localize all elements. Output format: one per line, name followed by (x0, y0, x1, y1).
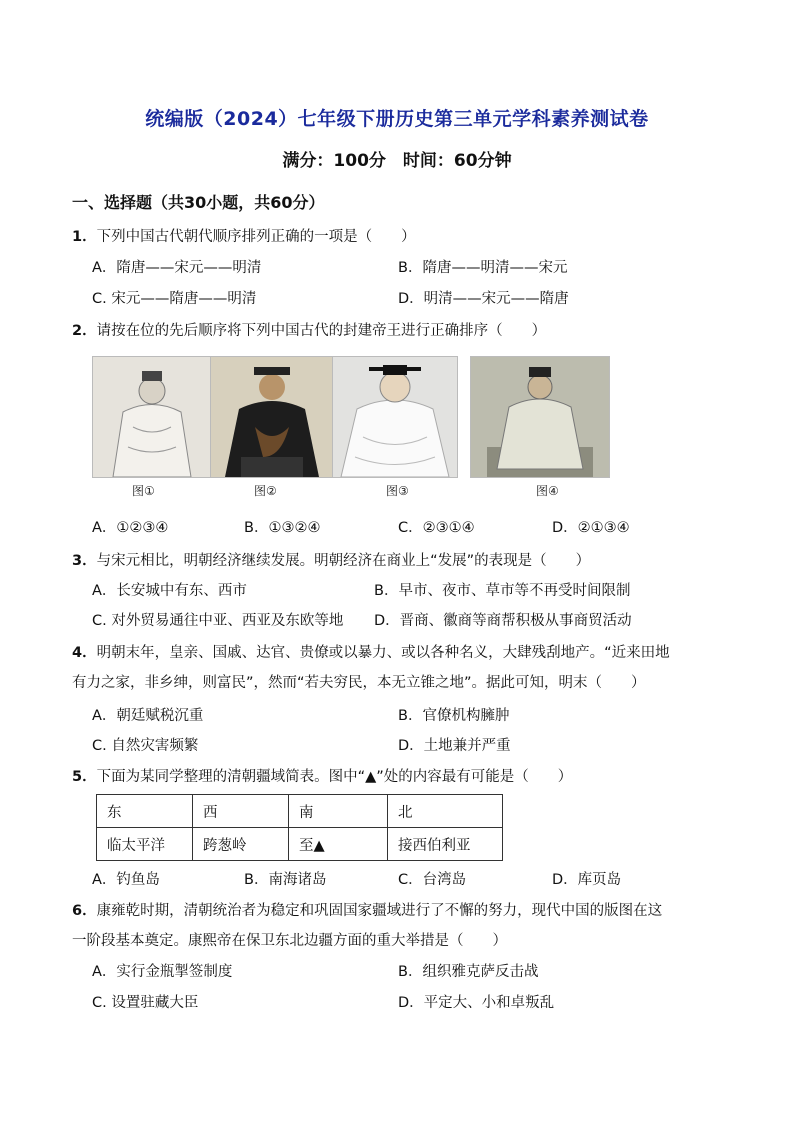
emperor-portrait-4 (470, 356, 610, 478)
q3-option-d: D．晋商、徽商等商帮积极从事商贸活动 (374, 613, 632, 629)
table-cell: 南 (289, 795, 388, 828)
q3-option-b: B．早市、夜市、草市等不再受时间限制 (374, 583, 631, 599)
q6-option-c: C. 设置驻藏大臣 (92, 995, 199, 1011)
q3-option-c: C. 对外贸易通往中亚、西亚及东欧等地 (92, 613, 344, 629)
section-heading: 一、选择题（共30小题，共60分） (72, 193, 325, 212)
emperor-portrait-3 (332, 356, 458, 478)
q4-option-b: B．官僚机构臃肿 (398, 708, 510, 724)
question-number: 6． (72, 903, 97, 919)
question-5 (72, 762, 724, 792)
q3-option-a: A．长安城中有东、西市 (92, 583, 247, 599)
q4-option-c: C. 自然灾害频繁 (92, 738, 199, 754)
question-3 (72, 546, 724, 576)
question-1 (72, 222, 724, 252)
q1-option-a: A．隋唐——宋元——明清 (92, 260, 262, 276)
q2-option-b: B．①③②④ (244, 520, 321, 536)
question-text: 与宋元相比，明朝经济继续发展。明朝经济在商业上“发展”的表现是（ ） (96, 553, 591, 569)
q2-option-a: A．①②③④ (92, 520, 169, 536)
figure-label-4: 图④ (536, 484, 559, 498)
table-cell: 西 (193, 795, 289, 828)
figure-label-1: 图① (132, 484, 155, 498)
q4-option-d: D．土地兼并严重 (398, 738, 511, 754)
question-6 (72, 896, 724, 956)
table-row (97, 828, 503, 861)
q6-option-b: B．组织雅克萨反击战 (398, 964, 539, 980)
question-number: 2． (72, 323, 97, 339)
table-cell: 东 (97, 795, 193, 828)
question-text-line-2: 一阶段基本奠定。康熙帝在保卫东北边疆方面的重大举措是（ ） (72, 933, 507, 949)
q6-option-a: A．实行金瓶掣签制度 (92, 964, 233, 980)
question-2 (72, 316, 724, 346)
question-number: 5． (72, 769, 97, 785)
table-header-row (97, 795, 503, 828)
question-text: 下列中国古代朝代顺序排列正确的一项是（ ） (96, 229, 416, 245)
q4-option-a: A．朝廷赋税沉重 (92, 708, 204, 724)
q5-option-c: C．台湾岛 (398, 872, 467, 888)
table-cell: 至▲ (289, 828, 388, 861)
qing-territory-table (96, 794, 503, 861)
question-text-line-1: 明朝末年，皇亲、国戚、达官、贵僚或以暴力、或以各种名义，大肆残刮地产。“近来田地 (96, 645, 670, 661)
figure-label-2: 图② (254, 484, 277, 498)
table-cell: 临太平洋 (97, 828, 193, 861)
q1-option-b: B．隋唐——明清——宋元 (398, 260, 568, 276)
question-4 (72, 638, 724, 698)
question-number: 4． (72, 645, 97, 661)
q5-option-d: D．库页岛 (552, 872, 622, 888)
q6-option-d: D．平定大、小和卓叛乱 (398, 995, 555, 1011)
q1-option-c: C. 宋元——隋唐——明清 (92, 291, 257, 307)
exam-title: 统编版（2024）七年级下册历史第三单元学科素养测试卷 (145, 108, 649, 130)
figure-label-3: 图③ (386, 484, 409, 498)
question-text-line-2: 有力之家，非乡绅，则富民”，然而“若夫穷民，本无立锥之地”。据此可知，明末（ ） (72, 675, 646, 691)
question-text-line-1: 康雍乾时期，清朝统治者为稳定和巩固国家疆域进行了不懈的努力，现代中国的版图在这 (96, 903, 663, 919)
emperor-portrait-2 (210, 356, 334, 478)
table-cell: 跨葱岭 (193, 828, 289, 861)
table-cell: 接西伯利亚 (388, 828, 503, 861)
q1-option-d: D．明清——宋元——隋唐 (398, 291, 569, 307)
q5-option-a: A．钓鱼岛 (92, 872, 160, 888)
question-number: 3． (72, 553, 97, 569)
question-text: 下面为某同学整理的清朝疆域简表。图中“▲”处的内容最有可能是（ ） (96, 769, 573, 785)
table-cell: 北 (388, 795, 503, 828)
emperor-portrait-1 (92, 356, 212, 478)
exam-subtitle: 满分：100分 时间：60分钟 (282, 151, 512, 171)
q2-option-d: D．②①③④ (552, 520, 630, 536)
question-text: 请按在位的先后顺序将下列中国古代的封建帝王进行正确排序（ ） (96, 323, 547, 339)
q2-option-c: C．②③①④ (398, 520, 475, 536)
q5-option-b: B．南海诸岛 (244, 872, 327, 888)
question-number: 1． (72, 229, 97, 245)
